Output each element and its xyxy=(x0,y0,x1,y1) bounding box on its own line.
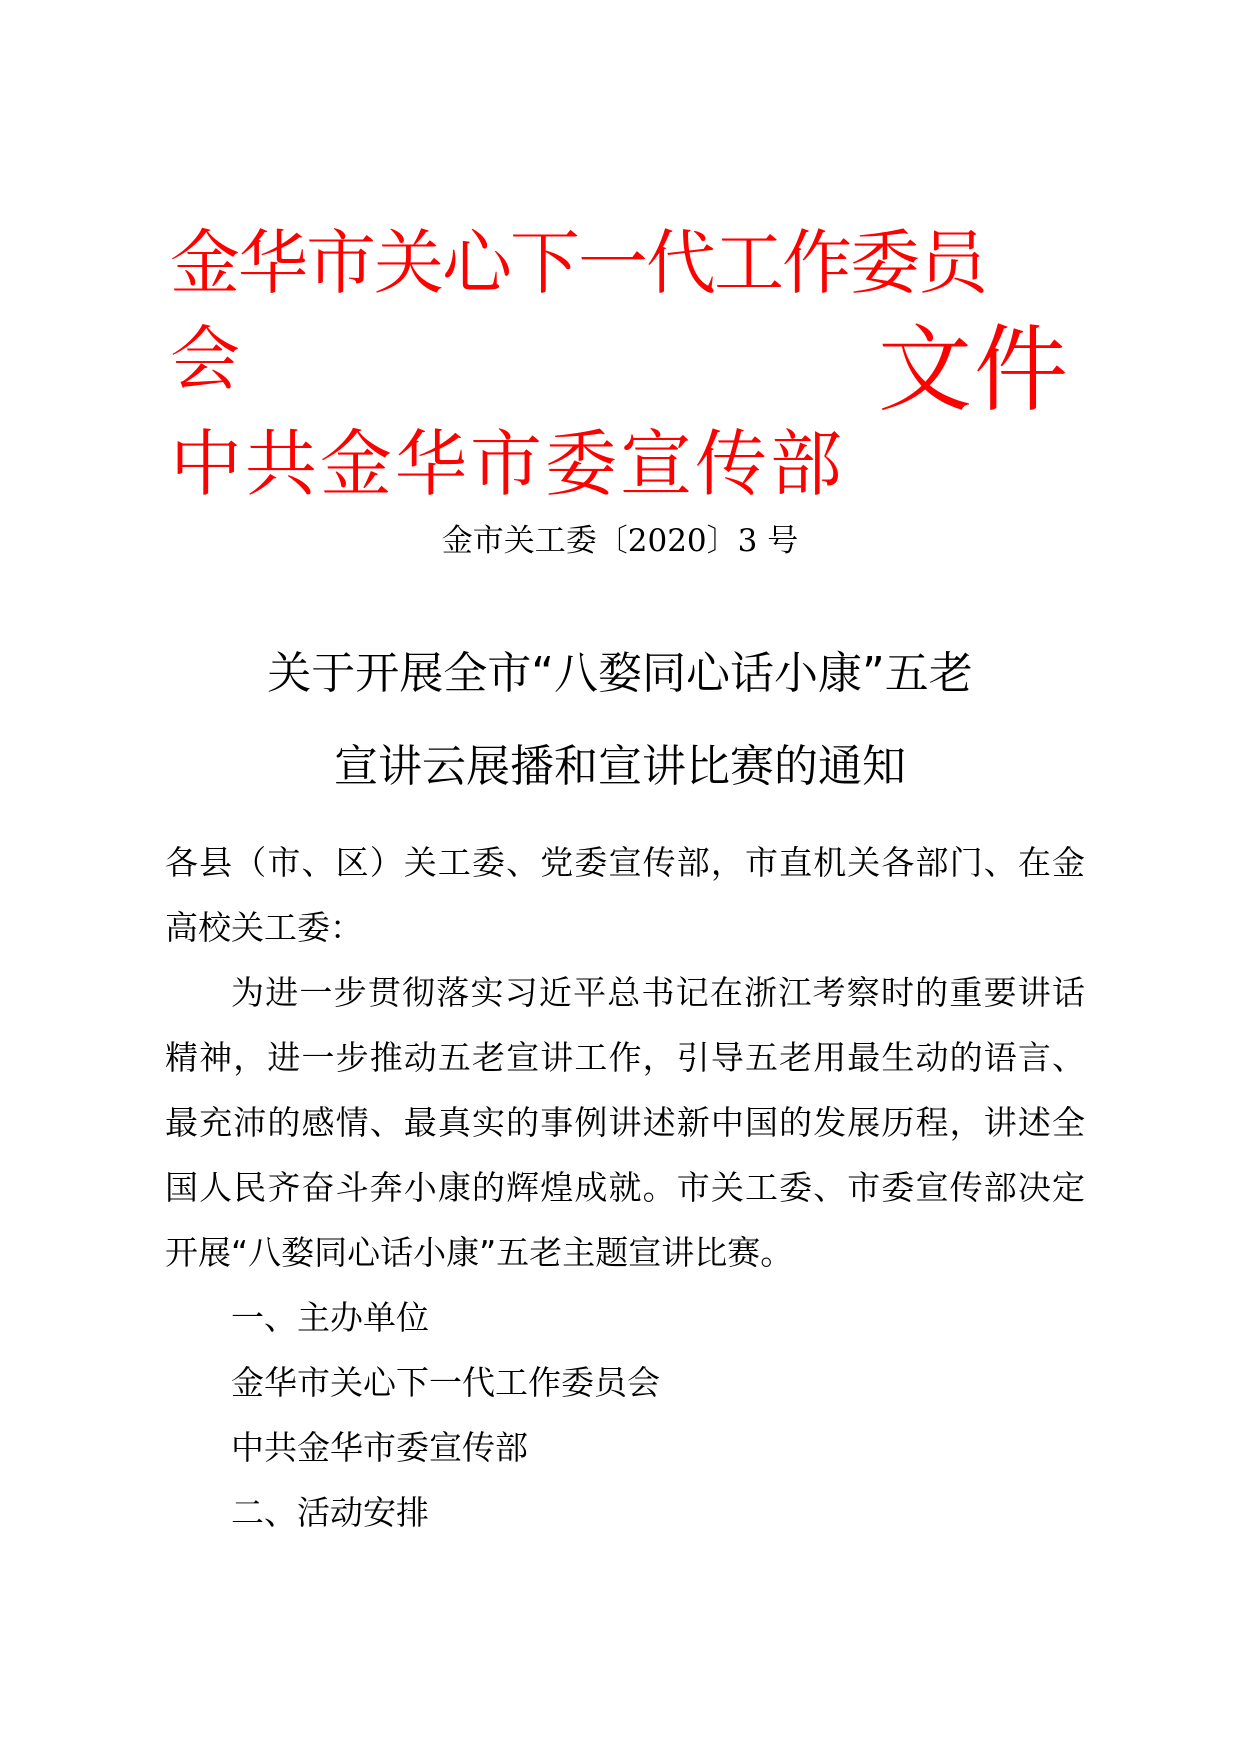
organizer-item: 金华市关心下一代工作委员会 xyxy=(231,1363,660,1402)
section-heading-arrangement: 二、活动安排 xyxy=(231,1493,429,1532)
document-title-line-1: 关于开展全市“八婺同心话小康”五老 xyxy=(267,648,973,699)
section-heading-organizers: 一、主办单位 xyxy=(231,1298,429,1337)
organizer-item: 中共金华市委宣传部 xyxy=(231,1428,528,1467)
document-body xyxy=(165,830,1085,1545)
document-title-line-2: 宣讲云展播和宣讲比赛的通知 xyxy=(334,741,906,792)
document-type-label: 文件 xyxy=(877,316,1070,425)
salutation: 各县（市、区）关工委、党委宣传部，市直机关各部门、在金高校关工委： xyxy=(165,843,1085,947)
red-header xyxy=(170,222,1090,508)
issuer-name-2: 中共金华市委宣传部 xyxy=(170,422,846,506)
issuer-name-1: 金华市关心下一代工作委员 xyxy=(170,222,986,304)
issuer-name-1-continuation: 会 xyxy=(170,318,240,400)
document-number: 金市关工委〔2020〕3 号 xyxy=(441,523,799,559)
body-paragraph: 为进一步贯彻落实习近平总书记在浙江考察时的重要讲话精神，进一步推动五老宣讲工作，引导五老用最生动的语言、最充沛的感情、最真实的事例讲述新中国的发展历程，讲述全国人民齐奋斗奔小康的辉煌成就。市关工委、市委宣传部决定开展“八婺同心话小康”五老主题宣讲比赛。 xyxy=(165,973,1085,1272)
